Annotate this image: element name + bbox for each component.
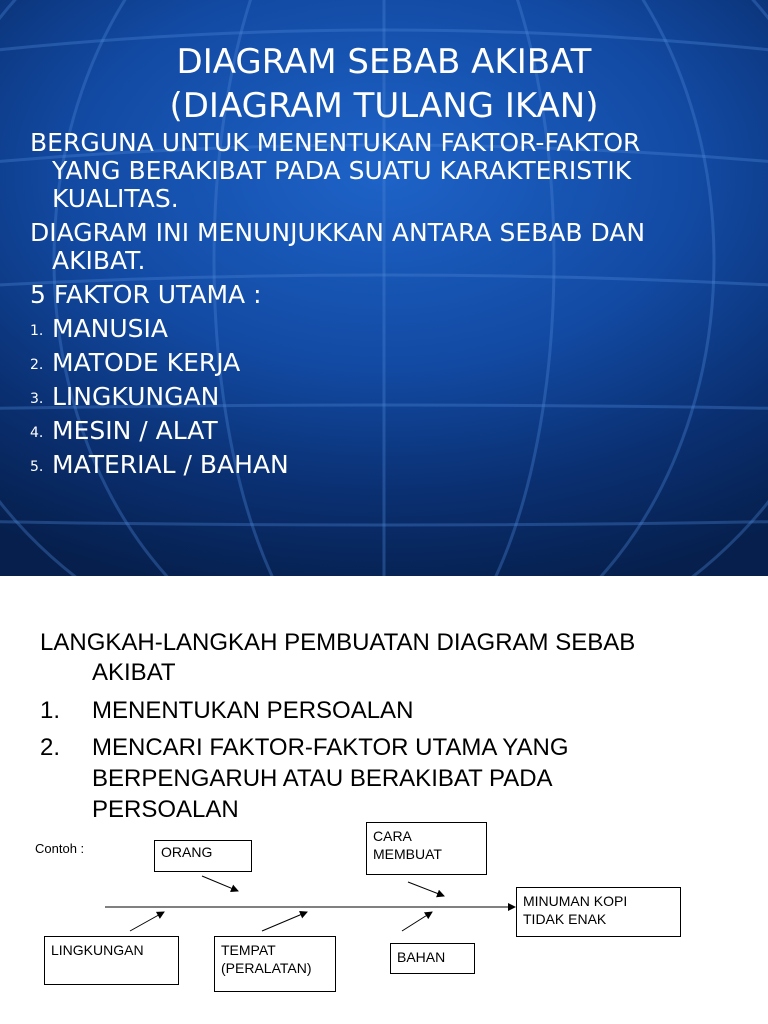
step-text: MENCARI FAKTOR-FAKTOR UTAMA YANG — [92, 734, 569, 761]
cause-box-cara-membuat — [366, 822, 487, 875]
step-text: MENENTUKAN PERSOALAN — [92, 697, 414, 724]
arrow-lingkungan — [130, 912, 164, 931]
arrow-bahan — [402, 912, 432, 931]
slide-2 — [0, 576, 768, 1024]
paragraph-2-line-2: AKIBAT. — [52, 246, 146, 275]
cause-box-orang — [154, 840, 252, 872]
factor-number: 1. — [30, 323, 44, 339]
cause-label: BAHAN — [397, 949, 446, 965]
cause-box-lingkungan — [44, 936, 179, 985]
factor-label: MATODE KERJA — [52, 348, 241, 377]
factor-label: LINGKUNGAN — [52, 382, 220, 411]
factor-label: MATERIAL / BAHAN — [52, 450, 289, 479]
arrow-cara — [408, 882, 444, 896]
factor-label: MESIN / ALAT — [52, 416, 218, 445]
paragraph-2-line-1: DIAGRAM INI MENUNJUKKAN ANTARA SEBAB DAN — [30, 218, 646, 247]
cause-label: TEMPAT — [221, 942, 276, 958]
factors-heading: 5 FAKTOR UTAMA : — [30, 280, 262, 309]
example-label: Contoh : — [35, 841, 85, 856]
effect-label: TIDAK ENAK — [523, 911, 607, 927]
cause-box-tempat — [214, 936, 336, 992]
steps-heading-line-2: AKIBAT — [92, 659, 176, 686]
factor-number: 4. — [30, 425, 44, 441]
arrow-orang — [202, 876, 238, 891]
factor-number: 2. — [30, 357, 44, 373]
arrow-tempat — [262, 912, 307, 931]
slide-title-line-1: DIAGRAM SEBAB AKIBAT — [176, 42, 592, 82]
paragraph-1-line-1: BERGUNA UNTUK MENENTUKAN FAKTOR-FAKTOR — [30, 128, 641, 157]
cause-box-bahan — [390, 943, 475, 974]
cause-label: (PERALATAN) — [221, 960, 312, 976]
paragraph-1-line-3: KUALITAS. — [52, 184, 179, 213]
cause-label: MEMBUAT — [373, 846, 442, 862]
paragraph-1-line-2: YANG BERAKIBAT PADA SUATU KARAKTERISTIK — [52, 156, 632, 185]
effect-box — [516, 887, 681, 937]
step-text: PERSOALAN — [92, 796, 239, 823]
step-number: 1. — [40, 697, 61, 724]
cause-label: ORANG — [161, 844, 213, 860]
step-text: BERPENGARUH ATAU BERAKIBAT PADA — [92, 765, 553, 792]
factor-number: 5. — [30, 459, 44, 475]
step-number: 2. — [40, 734, 61, 761]
slide-title-line-2: (DIAGRAM TULANG IKAN) — [169, 86, 599, 126]
cause-label: CARA — [373, 828, 412, 844]
steps-heading-line-1: LANGKAH-LANGKAH PEMBUATAN DIAGRAM SEBAB — [40, 629, 636, 656]
factor-number: 3. — [30, 391, 44, 407]
cause-label: LINGKUNGAN — [51, 942, 144, 958]
effect-label: MINUMAN KOPI — [523, 893, 628, 909]
factor-label: MANUSIA — [52, 314, 169, 343]
